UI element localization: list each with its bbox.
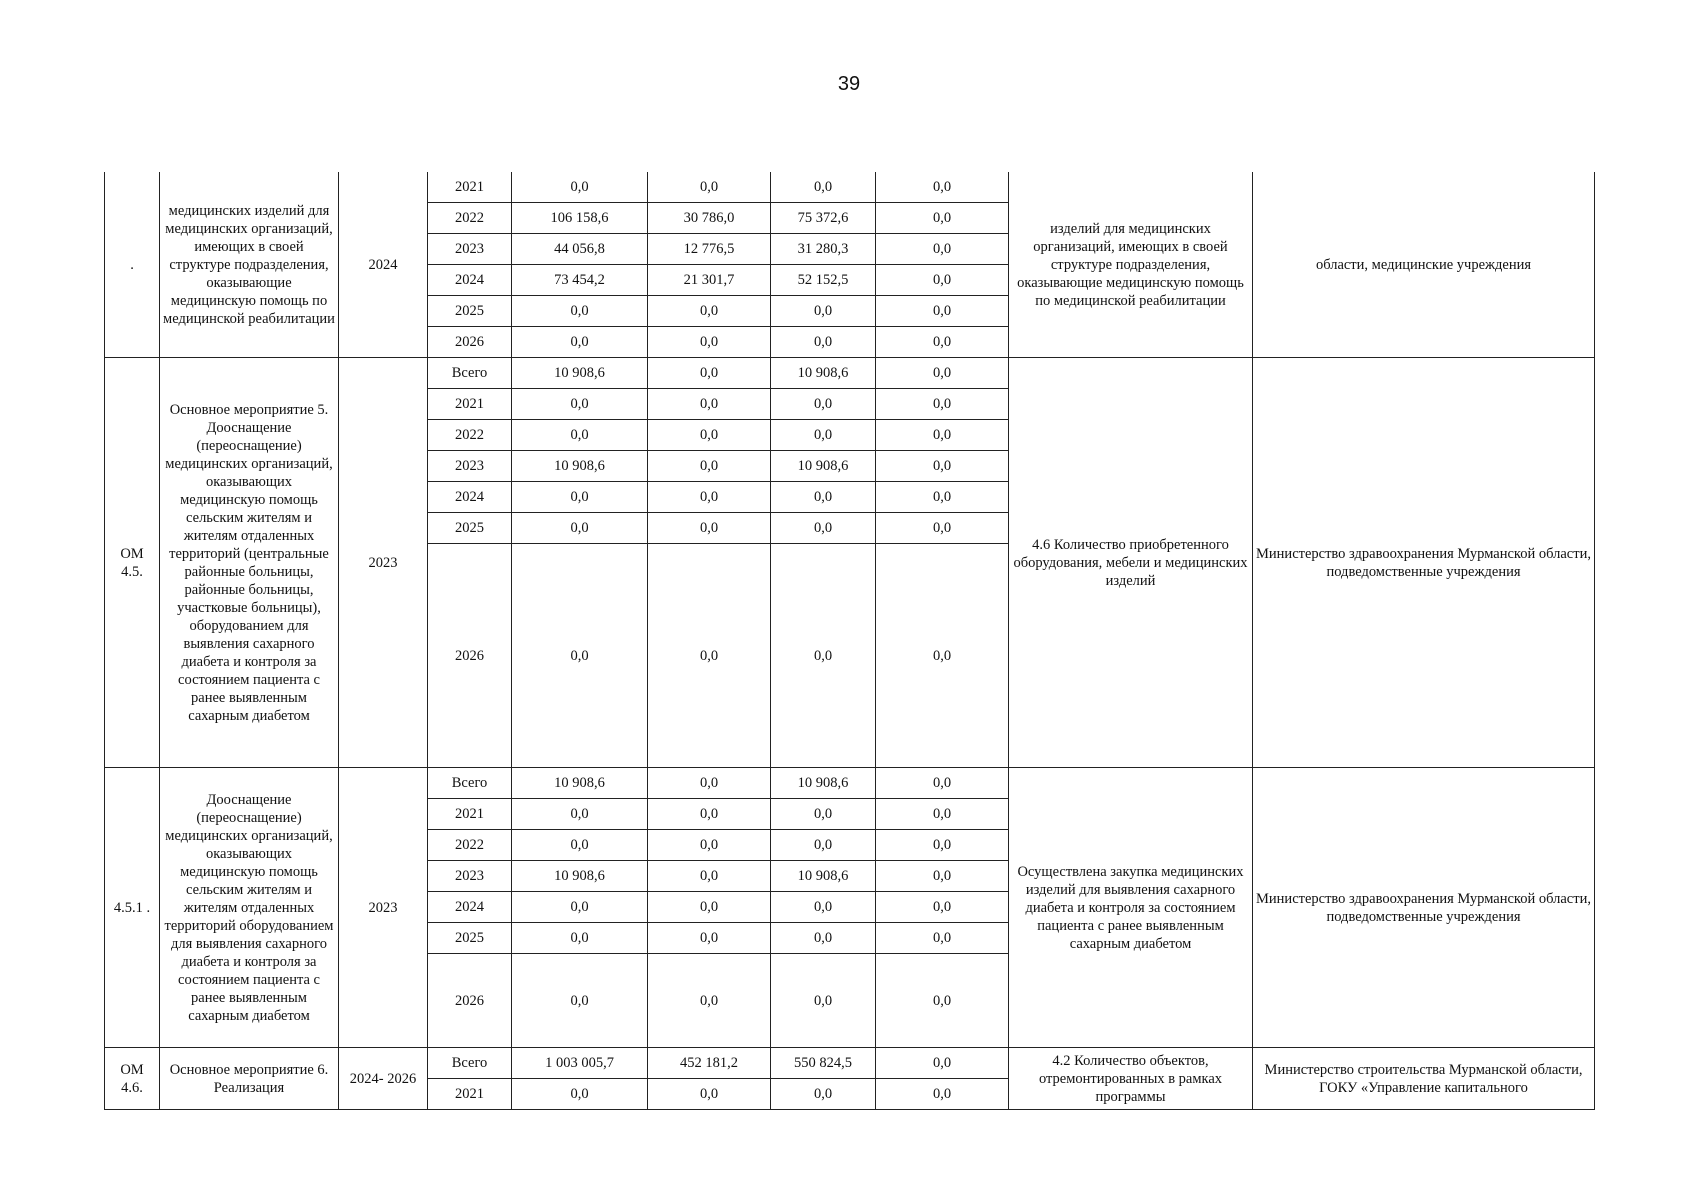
- cell-federal: 0,0: [648, 358, 771, 389]
- activity-indicator: Осуществлена закупка медицинских изделий для выявления сахарного диабета и контроля за состоянием пациента с ранее выявленным сахарным диабетом: [1009, 768, 1253, 1048]
- cell-other: 0,0: [876, 768, 1009, 799]
- cell-federal: 0,0: [648, 451, 771, 482]
- cell-period: 2022: [428, 203, 512, 234]
- cell-other: 0,0: [876, 327, 1009, 358]
- cell-total: 0,0: [512, 327, 648, 358]
- cell-other: 0,0: [876, 265, 1009, 296]
- cell-total: 10 908,6: [512, 358, 648, 389]
- cell-federal: 0,0: [648, 296, 771, 327]
- cell-total: 0,0: [512, 513, 648, 544]
- cell-regional: 0,0: [771, 327, 876, 358]
- cell-period: 2023: [428, 234, 512, 265]
- cell-other: 0,0: [876, 544, 1009, 768]
- cell-federal: 0,0: [648, 768, 771, 799]
- activity-code: .: [105, 172, 160, 358]
- cell-total: 0,0: [512, 420, 648, 451]
- cell-period: Всего: [428, 768, 512, 799]
- cell-other: 0,0: [876, 513, 1009, 544]
- table-row: [105, 1048, 1595, 1079]
- cell-regional: 0,0: [771, 830, 876, 861]
- cell-federal: 0,0: [648, 1079, 771, 1110]
- cell-federal: 0,0: [648, 513, 771, 544]
- cell-total: 0,0: [512, 923, 648, 954]
- cell-period: 2024: [428, 892, 512, 923]
- cell-federal: 0,0: [648, 954, 771, 1048]
- cell-period: 2025: [428, 923, 512, 954]
- activity-executor: Министерство здравоохранения Мурманской области, подведомственные учреждения: [1253, 358, 1595, 768]
- cell-total: 10 908,6: [512, 451, 648, 482]
- cell-other: 0,0: [876, 172, 1009, 203]
- cell-regional: 10 908,6: [771, 861, 876, 892]
- cell-regional: 0,0: [771, 1079, 876, 1110]
- cell-regional: 0,0: [771, 923, 876, 954]
- page-number: 39: [837, 73, 861, 95]
- cell-regional: 10 908,6: [771, 768, 876, 799]
- cell-regional: 0,0: [771, 799, 876, 830]
- cell-period: 2026: [428, 327, 512, 358]
- table-row: [105, 768, 1595, 799]
- cell-total: 0,0: [512, 389, 648, 420]
- cell-other: 0,0: [876, 799, 1009, 830]
- cell-other: 0,0: [876, 892, 1009, 923]
- cell-federal: 0,0: [648, 482, 771, 513]
- cell-other: 0,0: [876, 861, 1009, 892]
- cell-other: 0,0: [876, 1048, 1009, 1079]
- activity-executor: Министерство здравоохранения Мурманской области, подведомственные учреждения: [1253, 768, 1595, 1048]
- table-row: [105, 358, 1595, 389]
- cell-total: 0,0: [512, 892, 648, 923]
- cell-period: 2021: [428, 1079, 512, 1110]
- activity-name: Основное мероприятие 6. Реализация: [160, 1048, 339, 1110]
- cell-total: 0,0: [512, 799, 648, 830]
- cell-period: 2021: [428, 172, 512, 203]
- cell-other: 0,0: [876, 954, 1009, 1048]
- activity-executor: области, медицинские учреждения: [1253, 172, 1595, 358]
- activity-indicator: 4.2 Количество объектов, отремонтированных в рамках программы: [1009, 1048, 1253, 1110]
- cell-total: 0,0: [512, 172, 648, 203]
- cell-other: 0,0: [876, 234, 1009, 265]
- cell-total: 0,0: [512, 1079, 648, 1110]
- cell-total: 1 003 005,7: [512, 1048, 648, 1079]
- cell-period: 2023: [428, 451, 512, 482]
- cell-period: Всего: [428, 1048, 512, 1079]
- program-activities-table: [104, 172, 1595, 1110]
- cell-regional: 0,0: [771, 513, 876, 544]
- cell-regional: 550 824,5: [771, 1048, 876, 1079]
- table-row: [105, 172, 1595, 203]
- activity-indicator: изделий для медицинских организаций, имеющих в своей структуре подразделения, оказывающие медицинскую помощь по медицинской реабилитации: [1009, 172, 1253, 358]
- cell-total: 73 454,2: [512, 265, 648, 296]
- cell-regional: 0,0: [771, 954, 876, 1048]
- cell-period: 2024: [428, 482, 512, 513]
- cell-regional: 0,0: [771, 892, 876, 923]
- cell-period: 2021: [428, 389, 512, 420]
- activity-executor: Министерство строительства Мурманской области, ГОКУ «Управление капитального: [1253, 1048, 1595, 1110]
- cell-regional: 10 908,6: [771, 358, 876, 389]
- cell-federal: 0,0: [648, 172, 771, 203]
- cell-federal: 0,0: [648, 420, 771, 451]
- cell-regional: 0,0: [771, 420, 876, 451]
- cell-other: 0,0: [876, 1079, 1009, 1110]
- cell-total: 106 158,6: [512, 203, 648, 234]
- activity-code: ОМ 4.5.: [105, 358, 160, 768]
- cell-total: 10 908,6: [512, 768, 648, 799]
- cell-federal: 0,0: [648, 389, 771, 420]
- cell-total: 0,0: [512, 830, 648, 861]
- cell-regional: 0,0: [771, 482, 876, 513]
- cell-period: 2022: [428, 830, 512, 861]
- cell-period: 2022: [428, 420, 512, 451]
- cell-total: 44 056,8: [512, 234, 648, 265]
- cell-other: 0,0: [876, 451, 1009, 482]
- cell-federal: 0,0: [648, 544, 771, 768]
- cell-period: 2023: [428, 861, 512, 892]
- activity-name: Дооснащение (переоснащение) медицинских организаций, оказывающих медицинскую помощь сельским жителям и жителям отдаленных территорий оборудованием для выявления сахарного диабета и контроля за состоянием пациента с ранее выявленным сахарным диабетом: [160, 768, 339, 1048]
- cell-total: 0,0: [512, 954, 648, 1048]
- cell-period: 2025: [428, 296, 512, 327]
- cell-federal: 0,0: [648, 799, 771, 830]
- cell-federal: 0,0: [648, 830, 771, 861]
- activity-code: ОМ 4.6.: [105, 1048, 160, 1110]
- cell-federal: 452 181,2: [648, 1048, 771, 1079]
- cell-total: 0,0: [512, 482, 648, 513]
- cell-period: 2026: [428, 544, 512, 768]
- cell-federal: 0,0: [648, 327, 771, 358]
- cell-federal: 21 301,7: [648, 265, 771, 296]
- cell-other: 0,0: [876, 420, 1009, 451]
- cell-federal: 0,0: [648, 923, 771, 954]
- cell-regional: 52 152,5: [771, 265, 876, 296]
- activity-year: 2024: [339, 172, 428, 358]
- cell-regional: 0,0: [771, 172, 876, 203]
- cell-period: 2024: [428, 265, 512, 296]
- cell-regional: 0,0: [771, 544, 876, 768]
- cell-total: 0,0: [512, 544, 648, 768]
- cell-period: 2021: [428, 799, 512, 830]
- cell-federal: 0,0: [648, 892, 771, 923]
- cell-federal: 0,0: [648, 861, 771, 892]
- activity-code: 4.5.1 .: [105, 768, 160, 1048]
- cell-other: 0,0: [876, 203, 1009, 234]
- activity-name: Основное мероприятие 5. Дооснащение (переоснащение) медицинских организаций, оказывающих медицинскую помощь сельским жителям и жителям отдаленных территорий (центральные районные больницы, районные больницы, участковые больницы), оборудованием для выявления сахарного диабета и контроля за состоянием пациента с ранее выявленным сахарным диабетом: [160, 358, 339, 768]
- cell-federal: 30 786,0: [648, 203, 771, 234]
- cell-other: 0,0: [876, 923, 1009, 954]
- cell-other: 0,0: [876, 482, 1009, 513]
- activity-year: 2023: [339, 358, 428, 768]
- cell-period: 2025: [428, 513, 512, 544]
- cell-federal: 12 776,5: [648, 234, 771, 265]
- activity-indicator: 4.6 Количество приобретенного оборудования, мебели и медицинских изделий: [1009, 358, 1253, 768]
- cell-other: 0,0: [876, 830, 1009, 861]
- cell-total: 0,0: [512, 296, 648, 327]
- cell-regional: 31 280,3: [771, 234, 876, 265]
- activity-year: 2023: [339, 768, 428, 1048]
- cell-period: 2026: [428, 954, 512, 1048]
- cell-regional: 10 908,6: [771, 451, 876, 482]
- cell-period: Всего: [428, 358, 512, 389]
- cell-regional: 0,0: [771, 296, 876, 327]
- activity-name: медицинских изделий для медицинских организаций, имеющих в своей структуре подразделения, оказывающие медицинскую помощь по медицинской реабилитации: [160, 172, 339, 358]
- cell-regional: 0,0: [771, 389, 876, 420]
- cell-regional: 75 372,6: [771, 203, 876, 234]
- cell-other: 0,0: [876, 389, 1009, 420]
- cell-total: 10 908,6: [512, 861, 648, 892]
- cell-other: 0,0: [876, 296, 1009, 327]
- activity-year: 2024- 2026: [339, 1048, 428, 1110]
- cell-other: 0,0: [876, 358, 1009, 389]
